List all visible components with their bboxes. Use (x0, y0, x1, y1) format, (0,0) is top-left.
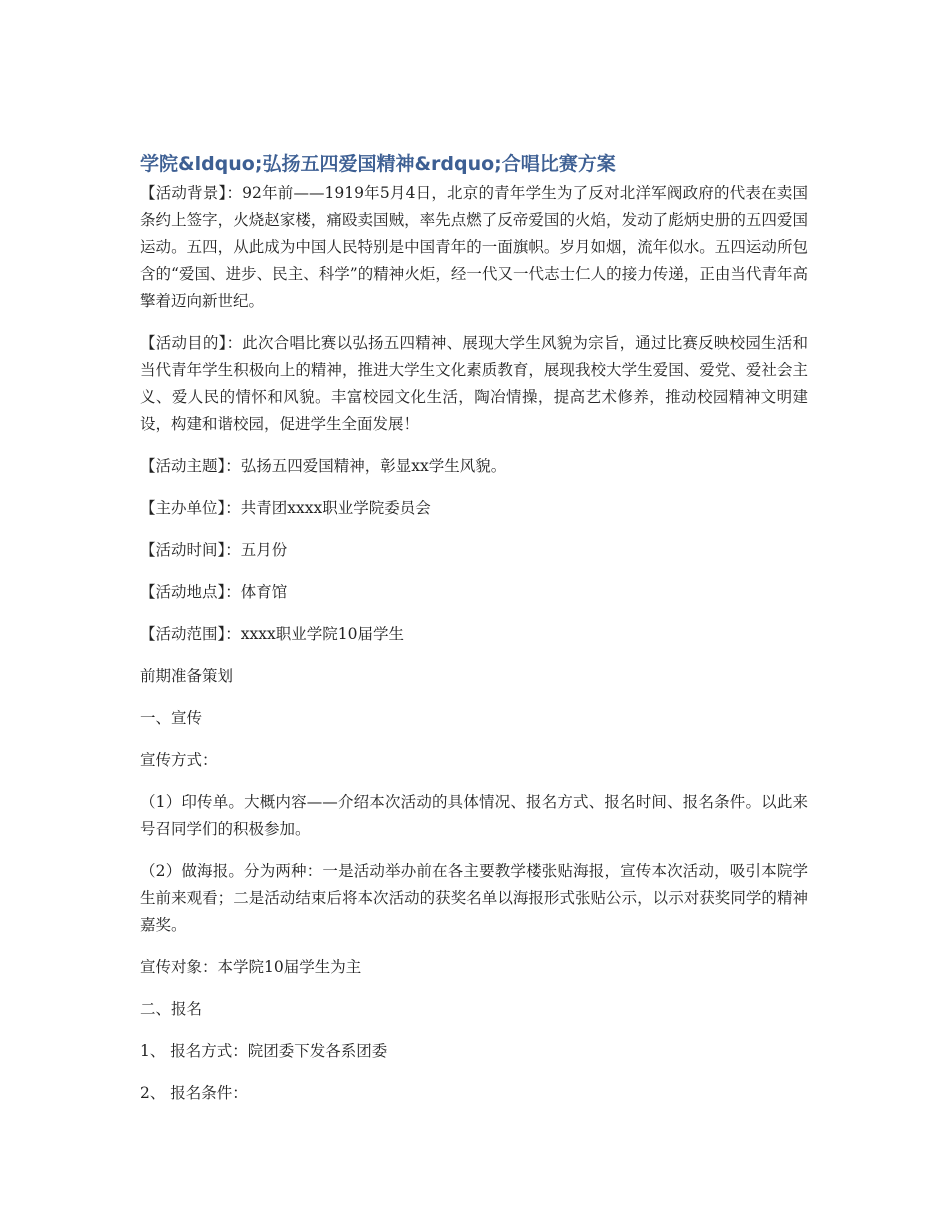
document-title: 学院&ldquo;弘扬五四爱国精神&rdquo;合唱比赛方案 (140, 153, 616, 175)
paragraph-theme: 【活动主题】：弘扬五四爱国精神，彰显xx学生风貌。 (140, 457, 507, 475)
paragraph-publicity-method: 宣传方式： (140, 751, 218, 769)
paragraph-organizer: 【主办单位】：共青团xxxx职业学院委员会 (140, 499, 431, 517)
section-heading-publicity: 一、宣传 (140, 709, 203, 727)
paragraph-background: 【活动背景】：92年前——1919年5月4日，北京的青年学生为了反对北洋军阀政府的代表在卖国条约上签字，火烧赵家楼，痛殴卖国贼，率先点燃了反帝爱国的火焰，发动了彪炳史册的五四爱国运动。五四，从此成为中国人民特别是中国青年的一面旗帜。岁月如烟，流年似水。五四运动所包含的“爱国、进步、民主、科学”的精神火炬，经一代又一代志士仁人的接力传递，正由当代青年高擎着迈向新世纪。 (140, 184, 808, 310)
paragraph-scope: 【活动范围】：xxxx职业学院10届学生 (140, 625, 404, 643)
paragraph-publicity-target: 宣传对象：本学院10届学生为主 (140, 958, 362, 976)
section-heading-registration: 二、报名 (140, 1000, 203, 1018)
paragraph-posters: （2）做海报。分为两种：一是活动举办前在各主要教学楼张贴海报，宣传本次活动，吸引本院学生前来观看；二是活动结束后将本次活动的获奖名单以海报形式张贴公示，以示对获奖同学的精神嘉奖。 (140, 862, 808, 934)
paragraph-time: 【活动时间】：五月份 (140, 541, 288, 559)
paragraph-location: 【活动地点】：体育馆 (140, 583, 288, 601)
paragraph-purpose: 【活动目的】：此次合唱比赛以弘扬五四精神、展现大学生风貌为宗旨，通过比赛反映校园生活和当代青年学生积极向上的精神，推进大学生文化素质教育，展现我校大学生爱国、爱党、爱社会主义、爱人民的情怀和风貌。丰富校园文化生活，陶冶情操，提高艺术修养，推动校园精神文明建设，构建和谐校园，促进学生全面发展！ (140, 334, 808, 433)
paragraph-registration-method: 1、 报名方式：院团委下发各系团委 (140, 1042, 388, 1060)
document-page (140, 150, 808, 1122)
paragraph-flyers: （1）印传单。大概内容——介绍本次活动的具体情况、报名方式、报名时间、报名条件。以此来号召同学们的积极参加。 (140, 793, 808, 838)
paragraph-registration-conditions: 2、 报名条件： (140, 1084, 248, 1102)
section-heading-preparation: 前期准备策划 (140, 667, 234, 685)
